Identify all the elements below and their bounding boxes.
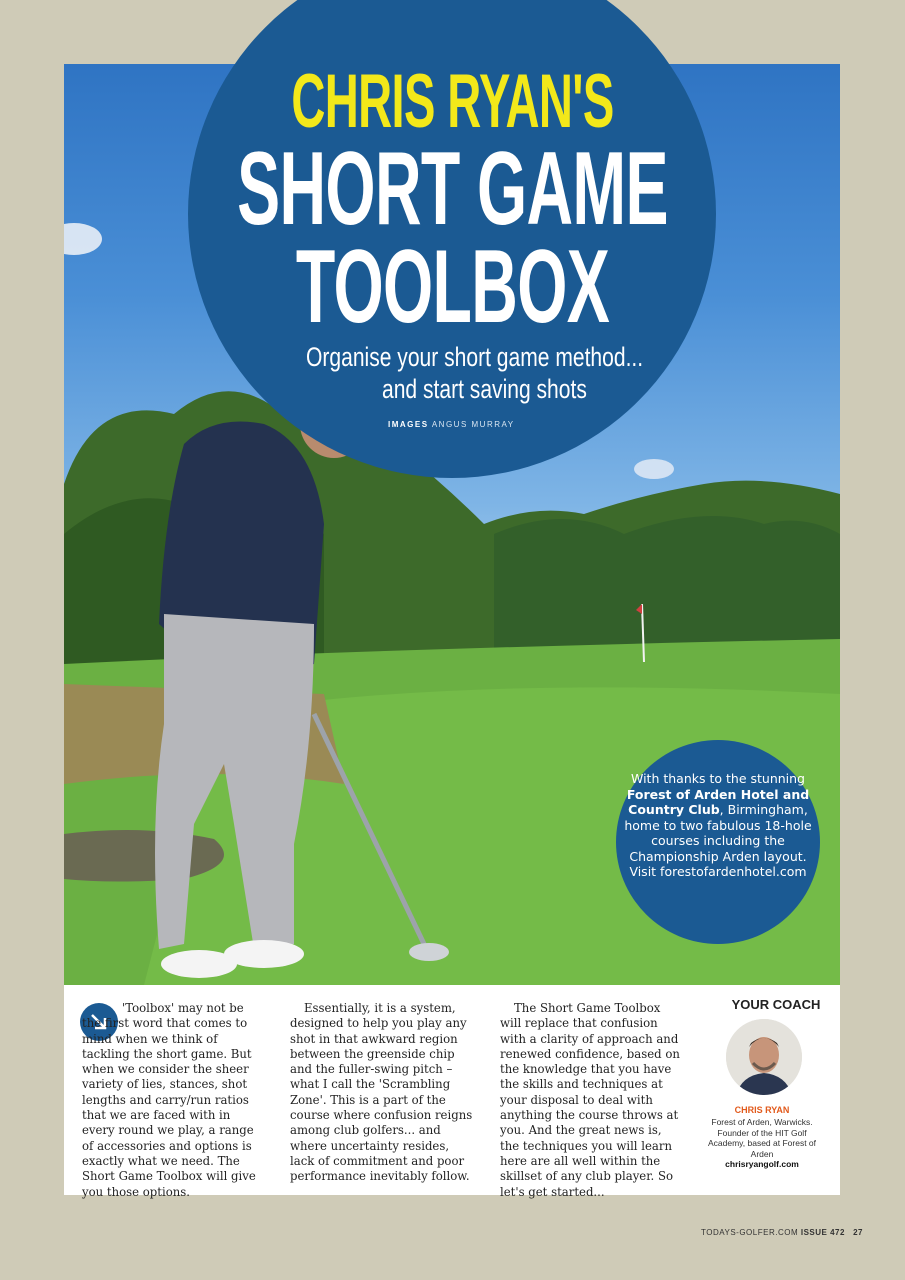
thanks-venue-name: Forest of Arden Hotel and Country Club <box>626 786 810 817</box>
credit-name: ANGUS MURRAY <box>431 420 515 429</box>
coach-heading: YOUR COACH <box>731 997 821 1012</box>
page-number: 27 <box>853 1228 863 1237</box>
coach-website-link[interactable]: chrisryangolf.com <box>725 1159 799 1169</box>
thanks-circle <box>616 740 820 944</box>
footer-issue: ISSUE 472 <box>800 1228 845 1237</box>
body-column-1: 'Toolbox' may not be the first word that comes to mind when we think of tackling the short game. But when we consider the sheer variety of lies, stances, shot lengths and carry/run ratios that we are faced with in every round we play, a range of accessories and options is exactly what we need. The Short Game Toolbox will give you those options. <box>82 1001 256 1199</box>
footer-site: TODAYS-GOLFER.COM <box>701 1228 799 1237</box>
body-column-2: Essentially, it is a system, designed to help you play any shot in that awkward region between the greenside chip and the fuller-swing pitch – what I call the 'Scrambling Zone'. This is a part of the course where confusion reigns among club golfers... and where uncertainty resides, lack of commitment and poor performance inevitably follow. <box>290 1001 473 1184</box>
article-body-panel <box>64 985 840 1199</box>
coach-name: CHRIS RYAN <box>734 1105 790 1115</box>
credit-label: IMAGES <box>388 420 429 429</box>
page-footer <box>701 1228 863 1237</box>
thanks-text-post: , Birmingham, home to two fabulous 18-hole courses including the Championship Arden layout. Visit forestofardenhotel.com <box>624 802 812 879</box>
title-line-2: SHORT GAME <box>237 131 668 247</box>
coach-avatar <box>726 1019 802 1095</box>
coach-desc-text: Forest of Arden, Warwicks. Founder of the HIT Golf Academy, based at Forest of Arden <box>707 1117 817 1159</box>
title-line-3: TOOLBOX <box>295 229 610 345</box>
subtitle-line-2: and start saving shots <box>382 374 587 404</box>
coach-description <box>706 1117 818 1170</box>
thanks-text-pre: With thanks to the stunning <box>630 771 805 786</box>
title-line-1: CHRIS RYAN'S <box>291 59 614 144</box>
subtitle-line-1: Organise your short game method... <box>306 342 644 372</box>
image-credit <box>388 420 515 429</box>
body-column-3: The Short Game Toolbox will replace that confusion with a clarity of approach and renewed confidence, based on the knowledge that you have the skills and techniques at your disposal to deal with anything the course throws at you. And the great news is, the techniques you will learn here are all well within the skillset of any club player. So let's get started... <box>500 1001 680 1199</box>
